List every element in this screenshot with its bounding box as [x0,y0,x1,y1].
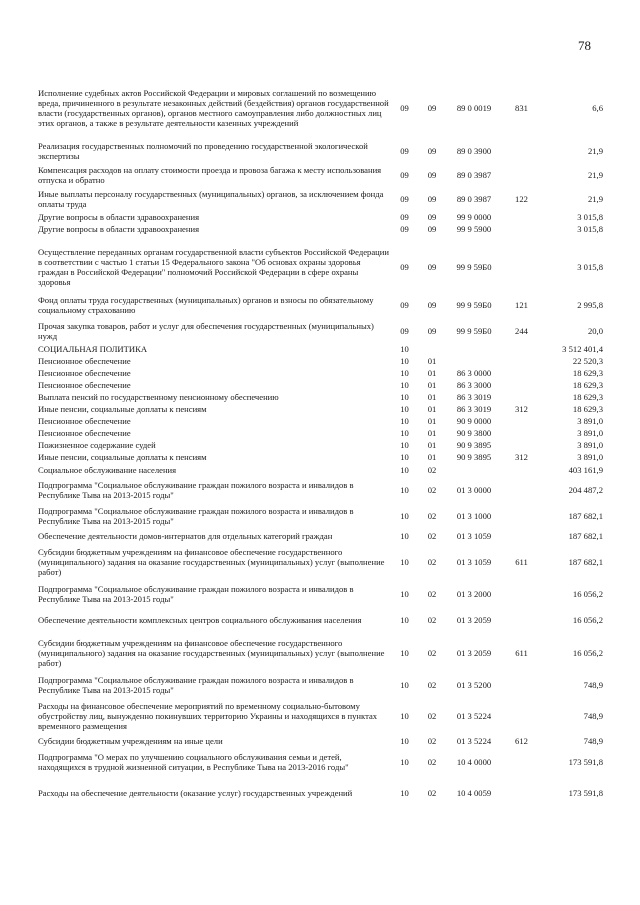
table-row [38,633,603,673]
row-subsection-code: 01 [427,416,437,426]
row-name: Расходы на обеспечение деятельности (оказание услуг) государственных учреждений [38,788,353,798]
row-target-article: 99 9 59Б0 [456,262,492,272]
row-subsection-code: 02 [427,788,437,798]
row-name: Подпрограмма "Социальное обслуживание граждан пожилого возраста и инвалидов в Республике Тыва на 2013-2015 годы" [38,584,354,604]
table-row [38,477,603,503]
row-name: Подпрограмма "О мерах по улучшению социального обслуживания семьи и детей, находящихся в трудной жизненной ситуации, в Республике Тыва на 2013-2016 годы" [38,752,349,772]
row-target-article: 01 3 0000 [456,485,492,495]
row-amount: 18 629,3 [572,404,603,414]
table-row [38,367,603,379]
row-section-code: 10 [400,511,409,521]
row-amount: 403 161,9 [568,465,603,475]
budget-table [38,70,603,809]
table-row [38,355,603,367]
row-target-article: 89 0 3900 [456,146,492,156]
row-subsection-code: 02 [427,615,437,625]
row-target-article: 99 9 5900 [456,224,492,234]
row-amount: 18 629,3 [572,392,603,402]
row-section-code: 10 [400,648,409,658]
row-target-article: 99 9 59Б0 [456,300,492,310]
row-name: Пенсионное обеспечение [38,428,131,438]
row-section-code: 10 [400,344,409,354]
row-section-code: 10 [400,416,409,426]
row-amount: 173 591,8 [568,788,603,798]
row-section-code: 10 [400,615,409,625]
table-row [38,76,603,139]
table-row [38,529,603,543]
row-subsection-code: 02 [427,680,437,690]
row-name: Пожизненное содержание судей [38,440,156,450]
row-section-code: 10 [400,465,409,475]
row-target-article: 86 3 3000 [456,380,492,390]
row-amount: 3 015,8 [577,224,603,234]
row-expense-type: 611 [515,557,528,567]
row-section-code: 09 [400,326,409,336]
row-target-article: 01 3 5224 [456,736,492,746]
row-subsection-code: 09 [427,262,437,272]
row-amount: 748,9 [583,711,603,721]
row-expense-type: 122 [515,194,528,204]
row-amount: 16 056,2 [572,589,603,599]
row-amount: 2 995,8 [577,300,603,310]
row-section-code: 10 [400,680,409,690]
row-name: Пенсионное обеспечение [38,416,131,426]
row-section-code: 09 [400,224,409,234]
row-target-article: 89 0 0019 [456,102,492,113]
row-name: Подпрограмма "Социальное обслуживание граждан пожилого возраста и инвалидов в Республике Тыва на 2013-2015 годы" [38,675,354,695]
row-amount: 3 015,8 [577,212,603,222]
row-subsection-code: 01 [427,356,437,366]
row-section-code: 09 [400,102,409,113]
row-section-code: 10 [400,757,409,767]
row-section-code: 10 [400,440,409,450]
row-name: Осуществление переданных органам государственной власти субъектов Российской Федерации в соответствии с частью 1 статьи 15 Федерального закона "Об основах охраны здоровья граждан в Российской Федерации" полномочий Российской Федерации в сфере охраны здоровья [38,247,389,287]
row-name: Фонд оплаты труда государственных (муниципальных) органов и взносы по обязательному социальному страхованию [38,295,374,315]
table-row [38,343,603,355]
row-section-code: 10 [400,356,409,366]
row-name: СОЦИАЛЬНАЯ ПОЛИТИКА [38,344,148,354]
table-row [38,673,603,697]
table-row [38,503,603,529]
table-row [38,403,603,415]
row-name: Иные пенсии, социальные доплаты к пенсиям [38,452,207,462]
row-target-article: 01 3 1000 [456,511,492,521]
row-name: Подпрограмма "Социальное обслуживание граждан пожилого возраста и инвалидов в Республике Тыва на 2013-2015 годы" [38,480,354,500]
row-section-code: 09 [400,262,409,272]
row-target-article: 86 3 3019 [456,392,492,402]
table-row [38,451,603,463]
row-target-article: 86 3 0000 [456,368,492,378]
row-amount: 3 891,0 [577,452,603,462]
row-name: Обеспечение деятельности комплексных центров социального обслуживания населения [38,615,362,625]
row-section-code: 10 [400,485,409,495]
row-name: Пенсионное обеспечение [38,380,131,390]
row-section-code: 10 [400,557,409,567]
row-amount: 16 056,2 [572,648,603,658]
row-section-code: 10 [400,368,409,378]
row-amount: 3 891,0 [577,416,603,426]
row-amount: 21,9 [587,170,603,180]
table-row [38,223,603,235]
row-target-article: 90 9 0000 [456,416,492,426]
row-subsection-code: 09 [427,194,437,204]
row-expense-type: 312 [515,404,528,414]
row-subsection-code: 02 [427,531,437,541]
row-subsection-code: 01 [427,404,437,414]
table-row [38,439,603,451]
table-row [38,581,603,607]
row-amount: 187 682,1 [568,511,603,521]
table-row [38,735,603,747]
row-section-code: 10 [400,392,409,402]
row-section-code: 10 [400,589,409,599]
row-amount: 3 891,0 [577,440,603,450]
table-row [38,163,603,187]
table-row [38,543,603,581]
row-subsection-code: 01 [427,452,437,462]
row-subsection-code: 02 [427,711,437,721]
row-section-code: 10 [400,711,409,721]
row-name: Субсидии бюджетным учреждениям на финансовое обеспечение государственного (муниципального) задания на оказание государственных (муниципальных) услуг (выполнение работ) [38,547,385,577]
table-row [38,319,603,343]
table-row [38,187,603,211]
row-subsection-code: 09 [427,102,437,113]
row-subsection-code: 01 [427,368,437,378]
row-subsection-code: 09 [427,326,437,336]
row-name: Обеспечение деятельности домов-интернатов для отдельных категорий граждан [38,531,333,541]
row-amount: 21,9 [587,146,603,156]
table-row [38,747,603,777]
row-name: Реализация государственных полномочий по проведению государственной экологической экспертизы [38,141,368,161]
page-number: 78 [578,38,591,53]
row-target-article: 10 4 0000 [456,757,492,767]
row-amount: 18 629,3 [572,368,603,378]
row-subsection-code: 02 [427,511,437,521]
row-subsection-code: 02 [427,736,437,746]
row-amount: 204 487,2 [568,485,603,495]
row-subsection-code: 01 [427,440,437,450]
table-row [38,607,603,633]
row-section-code: 09 [400,194,409,204]
row-amount: 3 512 401,4 [562,344,603,354]
row-target-article: 10 4 0059 [456,788,492,798]
row-amount: 6,6 [592,102,603,113]
table-row [38,379,603,391]
row-name: Другие вопросы в области здравоохранения [38,224,200,234]
row-name: Субсидии бюджетным учреждениям на иные цели [38,736,223,746]
row-amount: 748,9 [583,736,603,746]
row-expense-type: 312 [515,452,528,462]
row-target-article: 01 3 1059 [456,531,492,541]
row-target-article: 86 3 3019 [456,404,492,414]
row-target-article: 90 9 3895 [456,452,492,462]
row-expense-type: 244 [515,326,528,336]
row-amount: 173 591,8 [568,757,603,767]
table-row [38,211,603,223]
row-target-article: 99 9 0000 [456,212,492,222]
table-row [38,427,603,439]
row-subsection-code: 02 [427,648,437,658]
row-subsection-code: 02 [427,557,437,567]
row-target-article: 01 3 1059 [456,557,492,567]
row-target-article: 01 3 2059 [456,615,492,625]
row-name: Иные пенсии, социальные доплаты к пенсиям [38,404,207,414]
row-subsection-code: 09 [427,300,437,310]
row-name: Расходы на финансовое обеспечение мероприятий по временному социально-бытовому обустройству лиц, вынужденно покинувших территорию Украины и находящихся в пунктах временного размещения [38,701,378,731]
row-name: Пенсионное обеспечение [38,356,131,366]
row-amount: 3 015,8 [577,262,603,272]
row-section-code: 10 [400,404,409,414]
row-name: Субсидии бюджетным учреждениям на финансовое обеспечение государственного (муниципального) задания на оказание государственных (муниципальных) услуг (выполнение работ) [38,638,385,668]
row-amount: 748,9 [583,680,603,690]
row-subsection-code: 09 [427,170,437,180]
row-amount: 20,0 [587,326,603,336]
row-amount: 18 629,3 [572,380,603,390]
row-section-code: 10 [400,736,409,746]
row-target-article: 01 3 5224 [456,711,492,721]
row-section-code: 10 [400,788,409,798]
table-row [38,391,603,403]
row-amount: 22 520,3 [572,356,603,366]
row-target-article: 90 9 3895 [456,440,492,450]
row-amount: 16 056,2 [572,615,603,625]
row-subsection-code: 02 [427,485,437,495]
row-target-article: 90 9 3800 [456,428,492,438]
row-expense-type: 611 [515,648,528,658]
table-row [38,293,603,317]
row-amount: 21,9 [587,194,603,204]
row-name: Подпрограмма "Социальное обслуживание граждан пожилого возраста и инвалидов в Республике Тыва на 2013-2015 годы" [38,506,354,526]
row-subsection-code: 09 [427,224,437,234]
row-target-article: 99 9 59Б0 [456,326,492,336]
row-subsection-code: 01 [427,392,437,402]
table-row [38,697,603,735]
row-name: Иные выплаты персоналу государственных (муниципальных) органов, за исключением фонда оплаты труда [38,189,384,209]
table-row [38,415,603,427]
row-section-code: 09 [400,300,409,310]
row-section-code: 10 [400,531,409,541]
row-target-article: 01 3 2059 [456,648,492,658]
table-row [38,463,603,477]
row-name: Другие вопросы в области здравоохранения [38,212,200,222]
row-subsection-code: 09 [427,146,437,156]
row-name: Выплата пенсий по государственному пенсионному обеспечению [38,392,279,402]
table-row [38,777,603,809]
row-target-article: 01 3 2000 [456,589,492,599]
row-name: Компенсация расходов на оплату стоимости проезда и провоза багажа к месту использования отпуска и обратно [38,165,382,185]
row-target-article: 89 0 3987 [456,170,492,180]
row-section-code: 09 [400,170,409,180]
row-amount: 187 682,1 [568,557,603,567]
row-name: Исполнение судебных актов Российской Федерации и мировых соглашений по возмещению вреда, причиненного в результате незаконных действий (бездействия) органов государственной власти (государственных органов), органов местного самоуправления либо должностных лиц этих органов, а также в результате деятельности казенных учреждений [38,87,389,128]
row-expense-type: 121 [515,300,528,310]
row-subsection-code: 02 [427,589,437,599]
row-name: Социальное обслуживание населения [38,465,177,475]
row-subsection-code: 01 [427,380,437,390]
row-section-code: 09 [400,146,409,156]
table-row [38,241,603,293]
row-subsection-code: 09 [427,212,437,222]
row-expense-type: 612 [515,736,528,746]
row-section-code: 10 [400,428,409,438]
row-section-code: 10 [400,452,409,462]
row-subsection-code: 02 [427,757,437,767]
row-name: Пенсионное обеспечение [38,368,131,378]
row-name: Прочая закупка товаров, работ и услуг для обеспечения государственных (муниципальных) нужд [38,321,374,341]
table-row [38,139,603,163]
row-target-article: 89 0 3987 [456,194,492,204]
row-amount: 3 891,0 [577,428,603,438]
row-target-article: 01 3 5200 [456,680,492,690]
row-section-code: 10 [400,380,409,390]
row-expense-type: 831 [515,102,528,113]
row-amount: 187 682,1 [568,531,603,541]
row-subsection-code: 01 [427,428,437,438]
row-section-code: 09 [400,212,409,222]
row-subsection-code: 02 [427,465,437,475]
